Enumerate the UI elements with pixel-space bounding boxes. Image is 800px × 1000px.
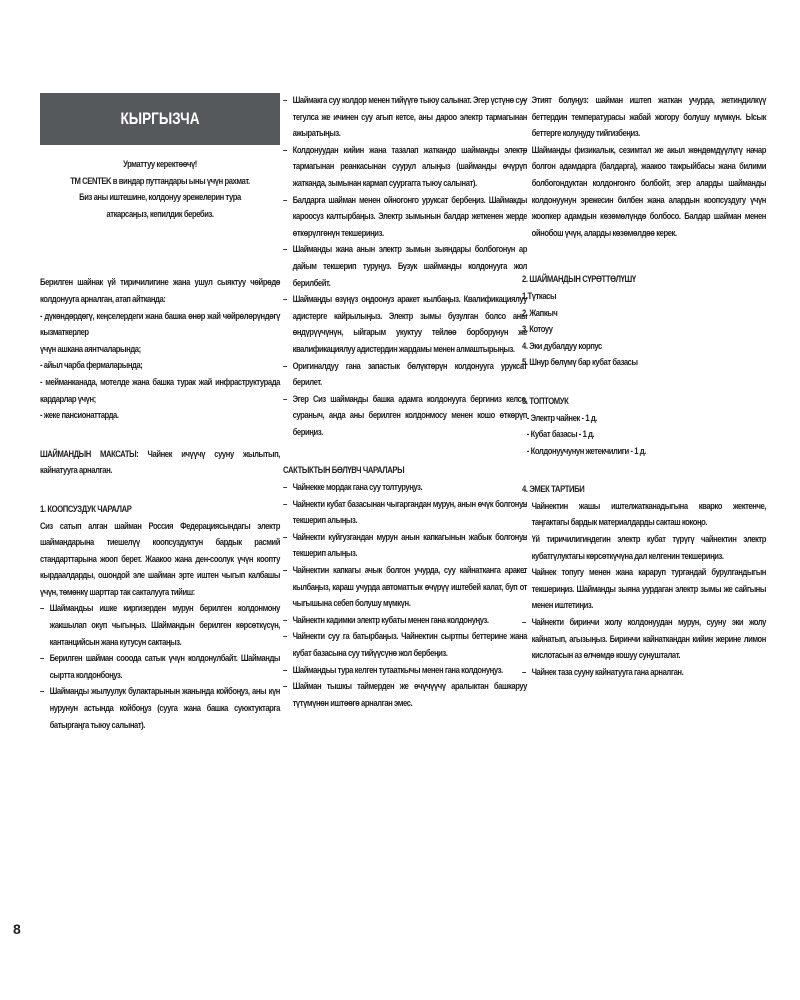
list-item: – Шаймандьы тура келген тутааткычы менен гана колдонуңуз. [283, 663, 527, 680]
list-item: – Шайманды жана анын электр зымын зыяндары болбогонун ар дайым текшерип туруңуз. Бузук шайманды колдонууга жол берилбейт. [283, 242, 527, 292]
list-item: – Балдарга шайман менен ойногонго уруксат бербеңиз. Шаймакды кароосуз калтырбаңыз. Электр зымынын балдар жеткенен жерде өткөрүлгөнүн текшериңиз. [283, 193, 527, 243]
list-item: – Шаймаңды өзүңүз оңдоонуз аракет кылбаңыз. Квалификациялуу адистерге кайрылыңыз. Электр зымы бузулган болсо аны өндүрүүчүнүн, ыйгарым укуктуу тейлөө борборунун же квалификациялуу адистердин жардамы менен алмаштырыңыз. [283, 292, 527, 358]
kit-list [522, 411, 766, 461]
device-purpose: ШАЙМАНДЫН МАКСАТЫ: Чайнек ичүүчү сууну жылытып, кайнатууга арналган. [40, 448, 280, 477]
list-item: – Шайманды жылуулук булактарынын жанында койбоңуз, аны күн нурунун астында койбоңуз (сууга жана башка суюктуктарга батыргаңга тыюу салынат). [40, 684, 280, 734]
list-item: – Оригиналдуу гана запастык бөлүктөрүн колдонууга уруксат берилет. [283, 359, 527, 392]
purpose-item: - айыл чарба фермаларында; [40, 360, 143, 372]
safety-list-continued [283, 93, 527, 441]
list-item: – Чайнектн кадимки электр кубаты менен гана колдонуңуз. [283, 613, 527, 630]
safety-intro: Сиз сатып алган шайман Россия Федерациясындагы электр шаймандарына тиешелүү коопсуздуктун бардык расмий стандарттарына жооп берет. Жаакоо жана ден-соолук үчүн коопту кырдаалдарды, ошондой эле шайман эрте иштен чыгып калбашы үчүн, төмөнкү шарттар так сакталууга тийиш: [40, 520, 280, 598]
part-item: 5. Шнур бөлүмү бар кубат базасы [522, 357, 638, 369]
section-title-usage: 4. ЭМЕК ТАРТИБИ [522, 484, 585, 496]
purpose-item: - мейманканада, мотелде жана башка турак жай инфраструктурада кардарлар үчүн; [40, 376, 280, 405]
list-item: – Этият болуңуз: шайман иштеп жаткан учурда, жетиндилкүү беттердин температурасы жабай жогору болушу мүмкүн. Ысык беттерге колуңуду тийгизбеңиз. [522, 93, 766, 143]
safety-list [40, 601, 280, 734]
column-left [40, 93, 280, 734]
intro-line: Биз аны иштешине, колдонуу эрежелерин тура [79, 192, 241, 204]
list-item: – Чайнектин капкагы ачык болгон учурда, суу кайнатканга аракет кылбаңыз, караш учурда автоматтык өчүрүү иштебей калат, буп от чыгышына себеп болушу мүмкүн. [283, 563, 527, 613]
column-middle [283, 93, 527, 712]
intro-line: аткарсаңыз, кепилдик беребиз. [106, 208, 214, 220]
list-item: – Шаймакга суу колдор менен тийүүгө тыюу салынат. Эгер үстүнө суу тегулса же ичинен суу агып кетсе, аны дароо электр тармагынан ажыратыңыз. [283, 93, 527, 143]
purpose-intro: Берилген шайнак үй тиричилигине жана ушул сыяктуу чөйрөдө колдонууга арналган, атап айтканда: [40, 277, 280, 305]
list-item: – Шаймандьы ишке киргизерден мурун берилген колдонмону жакшылап окуп чыгыңыз. Шаймандын берилген көрсөткүсүн, кантанцийсын жана кутусун сактаңыз. [40, 601, 280, 651]
list-item: – Шайманды физикалык, сезимтал же акыл жөндөмдүүлүгү начар болгон адамдарга (балдарга), жаакоо тажрыйбасы жана билими болбогондуктан колдонгонго болбойт, эгер аларды шайманды колдонуунун эрежесин билбен жана алардын коопсуздугу үчүн жоопкер адамдын көзөмөлүндө болбосо. Балдар шайман менен ойнобош үчүн, аларды көзөмөлдөө керек. [522, 143, 766, 243]
list-item: – Берилген шайман сооода сатык үчүн колдонулбайт. Шайманды сыртта колдонбоңуз. [40, 651, 280, 684]
list-item: – Шайман тышкы таймерден же өчүчүүчү аралыктан башкаруу түтүмүнөн иштөөгө арналган эмес. [283, 679, 527, 712]
kit-item: - Электр чайнек - 1 д. [527, 411, 766, 428]
list-item: – Чайнектин жашы иштелжатканадыгына кварко жектенче, таңгактагы бардык материалдарды сакташ кокоңо. [522, 499, 766, 532]
section-title-precautions: САКТЫКТЫН БӨЛҮВЧ ЧАРАЛАРЫ [283, 465, 405, 477]
part-item: 1.Түткасы [522, 290, 557, 302]
column-right [522, 93, 766, 681]
part-item: 3. Котоуу [522, 324, 553, 336]
list-item: – Чайнекти куйгузгандан мурун анын капкагынын жабык болгонун текшерип алыңыз. [283, 530, 527, 563]
list-item: – Чайнекти кубат базасынан чыгаргандан мурун, анын өчүк болгонун текшерип алыңыз. [283, 497, 527, 530]
part-item: 2. Жапкыч [522, 307, 558, 319]
section-title-kit: 3. ТОПТОМУК [522, 395, 569, 407]
list-item: – Чайнек топугу менен жана караруп тургандай бурулгандыгын текшериңиз. Шайманды зыяна уурдаган электр зымы же сайгыны менен иштетиңиз. [522, 565, 766, 615]
section-title-description: 2. ШАЙМАНДЫН СҮРӨТТӨЛҮШҮ [522, 274, 636, 286]
list-item: – Чайнекке мордак гана суу толтуруңуз. [283, 480, 527, 497]
language-header [40, 93, 280, 145]
language-title: КЫРГЫЗЧА [120, 108, 200, 128]
list-item: – Чайнекти биринчи жолу колдонуудан мурун, сууну эки жолу кайнатып, агызыңыз. Биринчи кайнаткандан кийин жерине лимон кислотасын аз өлчөмдө кошуу сунушталат. [522, 615, 766, 665]
part-item: 4. Эки дубалдуу корпус [522, 340, 602, 352]
parts-list [522, 289, 766, 372]
list-item: – Чайнек таза сууну кайнатууга гана арналган. [522, 665, 766, 682]
safety-list-end [522, 93, 766, 242]
purpose-item: - дүкөндөрдөгү, кеңселердеги жана башка өнөр жай чөйрөлөрүндөгү кызматкерлер [40, 310, 280, 339]
purpose-item: үчүн ашкана аянтчаларында; [40, 343, 141, 355]
purpose-item: - жеке пансионаттарда. [40, 410, 119, 422]
page-number: 8 [13, 921, 21, 937]
list-item: – Эгер Сиз шайманды башка адамга колдонууга бергиниз келсе, сураныч, анда аны берилген колдонмосу менен кошо өткөрүп бериңиз. [283, 392, 527, 442]
intro-line: Урматтуу керектөөчү! [123, 159, 197, 170]
list-item: – Колдонуудан кийин жана тазалап жаткандо шайманды электр тармагынан реанкасынан суурул алыңыз (шайманды өчүрүп жатканда, зымынан кармап суургагга тыюу салынат). [283, 143, 527, 193]
section-title-safety: 1. КООПСУЗДУК ЧАРАЛАР [40, 503, 132, 515]
precautions-list [283, 480, 527, 712]
kit-item: - Колдонуучунун жетекчилиги - 1 д. [527, 444, 766, 461]
usage-list [522, 499, 766, 682]
list-item: – Чайнекти суу га батырбаңыз. Чайнектин сыртпы беттерине жана кубат базасына суу тийүүсүнө жол бербеңиз. [283, 629, 527, 662]
kit-item: - Кубат базасы - 1 д. [527, 427, 766, 444]
list-item: – Үй тиричилигиндегин электр кубат түрүгү чайнектин электр кубатгүлуктагы көрсөткүчүна дал келгенин текшериңиз. [522, 532, 766, 565]
intro-line: TM CENTEK в виндар путтандары ыны үчүн рахмат. [70, 175, 250, 187]
